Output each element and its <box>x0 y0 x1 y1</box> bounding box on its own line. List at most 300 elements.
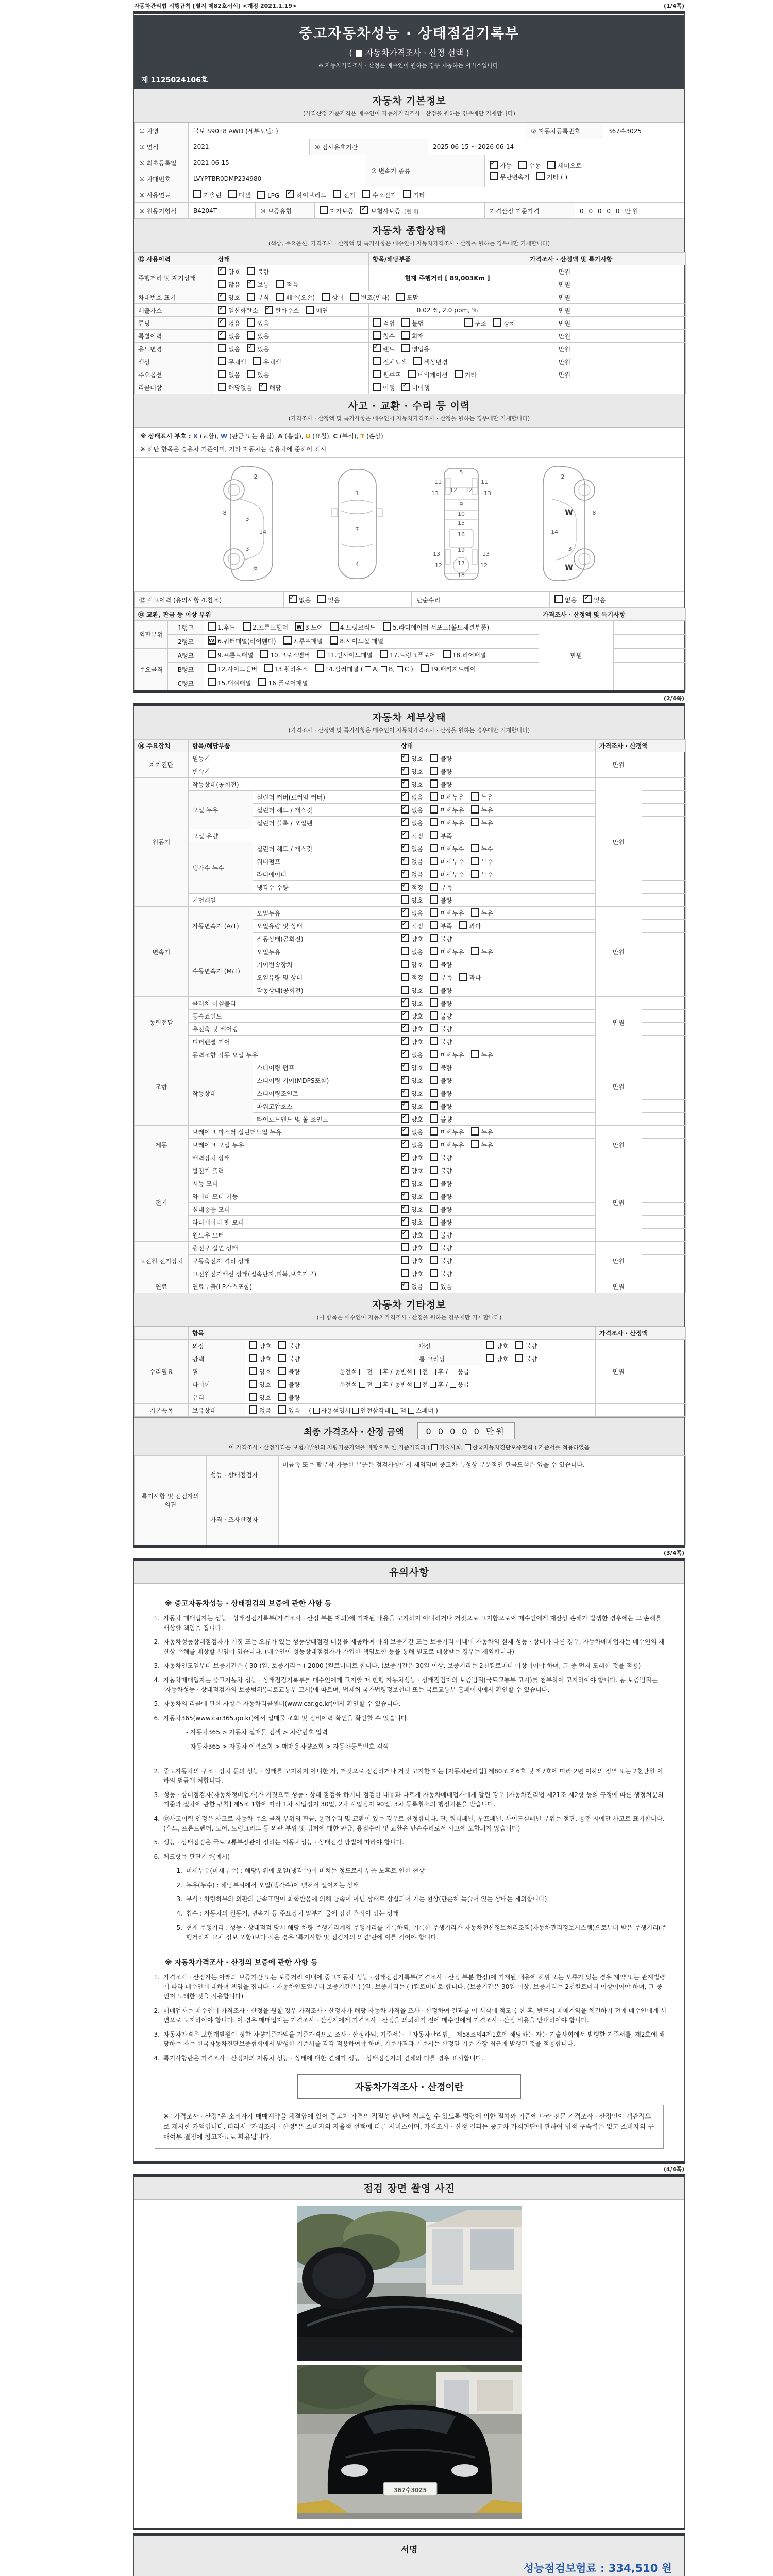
checkbox-option[interactable]: ✓ 없음 <box>401 1129 423 1136</box>
checkbox[interactable] <box>373 331 381 340</box>
checkbox[interactable] <box>471 1140 479 1148</box>
checkbox[interactable] <box>247 318 255 327</box>
checkbox[interactable] <box>380 650 388 658</box>
checkbox-option[interactable]: 불량 <box>430 1193 452 1200</box>
checkbox[interactable] <box>490 172 498 180</box>
checkbox-option[interactable]: ✓ 없음 <box>401 1283 423 1291</box>
checkbox-option[interactable]: ✓ 양호 <box>401 1039 423 1046</box>
checkbox[interactable] <box>401 1101 409 1110</box>
checkbox-option[interactable]: 없음 <box>554 595 577 604</box>
checkbox-option[interactable]: ✓자동 <box>490 162 512 170</box>
checkbox-option[interactable]: 디젤 <box>228 190 250 199</box>
checkbox[interactable] <box>401 857 409 865</box>
checkbox-option[interactable]: 불량 <box>430 1270 452 1278</box>
checkbox[interactable] <box>278 1367 286 1375</box>
checkbox-option[interactable]: 미세누유 <box>430 1129 464 1136</box>
checkbox[interactable] <box>333 190 341 198</box>
checkbox[interactable] <box>430 754 438 762</box>
checkbox[interactable] <box>493 318 501 327</box>
checkbox[interactable] <box>471 1127 479 1136</box>
checkbox-option[interactable]: 미세누수 <box>430 871 464 878</box>
checkbox-option[interactable]: ✓ 있음 <box>583 595 606 604</box>
checkbox-option[interactable]: 미세누유 <box>430 1142 464 1149</box>
checkbox-option[interactable]: 불량 <box>430 1103 452 1110</box>
checkbox-option[interactable]: 미세누수 <box>430 858 464 866</box>
checkbox[interactable] <box>257 191 265 199</box>
checkbox-option[interactable]: 불량 <box>515 1343 537 1350</box>
checkbox[interactable] <box>471 908 479 917</box>
checkbox-option[interactable]: 불량 <box>430 936 452 943</box>
checkbox-option[interactable]: ✓ 양호 <box>401 781 423 788</box>
checkbox-option[interactable]: 불량 <box>430 1039 452 1046</box>
checkbox[interactable] <box>401 331 410 340</box>
checkbox[interactable] <box>401 844 409 852</box>
checkbox[interactable] <box>330 622 339 631</box>
panel-item[interactable]: 9.프론트패널 <box>208 650 253 660</box>
checkbox[interactable] <box>218 318 226 327</box>
checkbox[interactable] <box>430 1230 438 1239</box>
checkbox[interactable] <box>218 344 226 352</box>
checkbox[interactable] <box>249 1341 257 1349</box>
checkbox[interactable] <box>401 1256 409 1264</box>
checkbox[interactable] <box>295 622 304 631</box>
checkbox[interactable] <box>401 960 409 968</box>
checkbox[interactable] <box>218 267 226 275</box>
checkbox-option[interactable]: 기타 ( ) <box>536 174 567 181</box>
checkbox[interactable] <box>330 636 338 645</box>
panel-item[interactable]: 12.사이드멤버 <box>208 664 257 674</box>
checkbox-option[interactable]: 불량 <box>430 1013 452 1020</box>
checkbox-option[interactable]: ✓ 양호 <box>401 1206 423 1213</box>
checkbox-option[interactable]: ✓ 보험사보증 <box>360 206 400 215</box>
checkbox-option[interactable]: 불량 <box>278 1381 300 1388</box>
checkbox[interactable] <box>401 344 410 352</box>
checkbox[interactable] <box>430 1282 438 1290</box>
checkbox-option[interactable]: ✓ 없음 <box>401 820 423 827</box>
panel-item[interactable]: 1.후드 <box>208 622 236 633</box>
checkbox[interactable] <box>401 1230 409 1239</box>
checkbox[interactable] <box>554 595 563 603</box>
checkbox-option[interactable]: 누유 <box>471 1052 493 1059</box>
checkbox[interactable] <box>408 1408 414 1414</box>
checkbox[interactable] <box>401 792 409 801</box>
checkbox[interactable] <box>249 1367 257 1375</box>
checkbox-option[interactable]: 불량 <box>430 755 452 762</box>
checkbox[interactable] <box>430 1050 438 1058</box>
checkbox[interactable] <box>430 1179 438 1187</box>
checkbox[interactable] <box>430 779 438 788</box>
checkbox[interactable] <box>459 973 467 981</box>
checkbox-option[interactable]: ✓ 양호 <box>401 1180 423 1188</box>
checkbox[interactable] <box>218 306 226 314</box>
checkbox-option[interactable]: 있음 <box>430 1283 452 1291</box>
checkbox[interactable] <box>278 1354 286 1362</box>
checkbox[interactable] <box>283 636 292 645</box>
checkbox-option[interactable]: 과다 <box>459 974 481 981</box>
checkbox-option[interactable]: 무채색 <box>218 359 246 366</box>
checkbox-option[interactable]: 불량 <box>430 1116 452 1123</box>
checkbox-option[interactable]: 부족 <box>430 884 452 891</box>
checkbox-option[interactable]: 불량 <box>278 1394 300 1401</box>
checkbox[interactable] <box>486 1341 494 1349</box>
checkbox-option[interactable]: 미세누유 <box>430 1052 464 1059</box>
checkbox[interactable] <box>373 370 381 378</box>
checkbox[interactable] <box>397 666 403 672</box>
checkbox[interactable] <box>430 895 438 904</box>
checkbox[interactable] <box>430 1076 438 1084</box>
checkbox[interactable] <box>431 1444 438 1450</box>
panel-item[interactable]: 14.필러패널 ( A, B, C ) <box>315 664 413 674</box>
checkbox[interactable] <box>443 650 451 658</box>
checkbox[interactable] <box>286 190 294 198</box>
checkbox-option[interactable]: 매연 <box>306 307 328 314</box>
checkbox-option[interactable]: 불량 <box>430 1090 452 1097</box>
checkbox-option[interactable]: ✓ 양호 <box>401 1116 423 1123</box>
checkbox-option[interactable]: 불량 <box>430 1232 452 1239</box>
checkbox[interactable] <box>401 767 409 775</box>
checkbox-option[interactable]: ✓ 양호 <box>401 1219 423 1226</box>
checkbox[interactable] <box>430 1382 436 1388</box>
checkbox-option[interactable]: 있음 <box>317 595 340 604</box>
checkbox-option[interactable]: 없음 <box>401 948 423 956</box>
checkbox[interactable] <box>322 293 330 301</box>
panel-item[interactable]: 13.휠하우스 <box>264 664 308 674</box>
checkbox-option[interactable]: 누유 <box>471 820 493 827</box>
checkbox-option[interactable]: ✓ 없음 <box>401 910 423 917</box>
checkbox[interactable] <box>430 1205 438 1213</box>
checkbox[interactable] <box>401 1050 409 1058</box>
checkbox-option[interactable]: 전체도색 <box>373 359 407 366</box>
checkbox-option[interactable]: ✓ 있음 <box>247 346 269 353</box>
checkbox[interactable] <box>515 1341 523 1349</box>
checkbox-option[interactable]: 미세누유 <box>430 910 464 917</box>
checkbox-option[interactable]: 불량 <box>278 1355 300 1363</box>
checkbox[interactable] <box>430 844 438 852</box>
checkbox[interactable] <box>249 1354 257 1362</box>
checkbox-option[interactable]: ✓ 양호 <box>401 1193 423 1200</box>
checkbox[interactable] <box>253 357 261 365</box>
checkbox[interactable] <box>392 1408 398 1414</box>
checkbox[interactable] <box>430 1243 438 1251</box>
checkbox[interactable] <box>430 1089 438 1097</box>
checkbox[interactable] <box>383 622 391 631</box>
checkbox-option[interactable]: 미세누유 <box>430 794 464 801</box>
checkbox-option[interactable]: 있음 <box>247 320 269 327</box>
checkbox-option[interactable]: 양호 <box>249 1343 271 1350</box>
checkbox-option[interactable]: 미세누유 <box>430 807 464 814</box>
checkbox[interactable] <box>373 344 381 352</box>
checkbox[interactable] <box>490 161 498 169</box>
panel-item[interactable]: 16.플로어패널 <box>258 678 308 688</box>
panel-item[interactable]: 10.크로스멤버 <box>260 650 310 660</box>
checkbox[interactable] <box>401 908 409 917</box>
checkbox[interactable] <box>265 306 273 314</box>
checkbox-option[interactable]: 양호 <box>249 1381 271 1388</box>
checkbox[interactable] <box>401 818 409 826</box>
checkbox-option[interactable]: 누수 <box>471 845 493 853</box>
checkbox-option[interactable]: ✓ 없음 <box>401 1142 423 1149</box>
checkbox-option[interactable]: 기타 <box>455 371 477 379</box>
checkbox[interactable] <box>583 595 592 603</box>
checkbox-option[interactable]: ✓ 일산화탄소 <box>218 307 258 314</box>
checkbox-option[interactable]: 많음 <box>218 281 240 289</box>
checkbox-option[interactable]: 미세누수 <box>430 845 464 853</box>
checkbox[interactable] <box>430 1256 438 1264</box>
checkbox-option[interactable]: ✓ 렌트 <box>373 346 395 353</box>
checkbox[interactable] <box>430 998 438 1007</box>
checkbox-option[interactable]: ✓ 양호 <box>401 1155 423 1162</box>
checkbox-option[interactable]: 누유 <box>471 1129 493 1136</box>
checkbox-option[interactable]: 부족 <box>430 974 452 981</box>
checkbox[interactable] <box>401 1166 409 1174</box>
checkbox-option[interactable]: 자가보증 <box>320 206 354 215</box>
checkbox[interactable] <box>264 664 273 672</box>
checkbox[interactable] <box>450 1382 456 1388</box>
panel-item[interactable]: 5.라디에이터 서포트(볼트체결부품) <box>383 622 489 633</box>
checkbox-option[interactable]: ✓ 없음 <box>401 858 423 866</box>
checkbox[interactable] <box>450 1369 456 1375</box>
checkbox[interactable] <box>414 1369 421 1375</box>
checkbox-option[interactable]: 양호 <box>249 1355 271 1363</box>
checkbox[interactable] <box>218 331 226 340</box>
checkbox[interactable] <box>317 595 326 603</box>
checkbox-option[interactable]: ✓ 없음 <box>401 807 423 814</box>
checkbox[interactable] <box>193 190 201 198</box>
checkbox-option[interactable]: 양호 <box>401 1245 423 1252</box>
checkbox[interactable] <box>430 870 438 878</box>
checkbox[interactable] <box>401 1063 409 1071</box>
checkbox-option[interactable]: ✓ 양호 <box>401 1064 423 1072</box>
checkbox[interactable] <box>401 1037 409 1045</box>
checkbox[interactable] <box>430 1037 438 1045</box>
checkbox-option[interactable]: 불량 <box>430 781 452 788</box>
checkbox[interactable] <box>208 678 216 686</box>
checkbox[interactable] <box>247 331 255 340</box>
checkbox-option[interactable]: 불량 <box>515 1355 537 1363</box>
checkbox[interactable] <box>401 1192 409 1200</box>
checkbox[interactable] <box>247 370 255 378</box>
checkbox-option[interactable]: 양호 <box>401 897 423 904</box>
checkbox-option[interactable]: 네비게이션 <box>408 371 448 379</box>
checkbox[interactable] <box>306 306 314 314</box>
checkbox-option[interactable]: 부족 <box>430 833 452 840</box>
checkbox-option[interactable]: 양호 <box>249 1394 271 1401</box>
checkbox[interactable] <box>430 1127 438 1136</box>
checkbox-option[interactable]: ✓ 보통 <box>247 281 269 289</box>
panel-item[interactable]: 11.인사이드패널 <box>317 650 373 660</box>
checkbox-option[interactable]: ✓ 하이브리드 <box>286 190 326 199</box>
panel-item[interactable]: 7.루프패널 <box>283 636 323 647</box>
checkbox-option[interactable]: ✓ 적정 <box>401 884 423 891</box>
checkbox[interactable] <box>430 805 438 814</box>
checkbox[interactable] <box>401 318 410 327</box>
checkbox-option[interactable]: 도말 <box>396 294 418 301</box>
checkbox-option[interactable]: ✓ 없음 <box>401 845 423 853</box>
checkbox[interactable] <box>228 190 237 198</box>
checkbox[interactable] <box>536 172 545 180</box>
checkbox[interactable] <box>247 280 255 288</box>
checkbox[interactable] <box>430 1114 438 1123</box>
checkbox-option[interactable]: ✓ 해당 <box>259 384 281 392</box>
checkbox[interactable] <box>408 370 416 378</box>
checkbox[interactable] <box>471 818 479 826</box>
checkbox[interactable] <box>471 947 479 955</box>
checkbox[interactable] <box>401 1179 409 1187</box>
checkbox-option[interactable]: ✓ 양호 <box>401 1090 423 1097</box>
checkbox[interactable] <box>373 318 381 327</box>
checkbox[interactable] <box>249 1380 257 1388</box>
checkbox[interactable] <box>471 844 479 852</box>
checkbox-option[interactable]: 불량 <box>430 1180 452 1188</box>
checkbox[interactable] <box>249 1393 257 1401</box>
checkbox-option[interactable]: 무단변속기 <box>490 174 530 181</box>
checkbox-option[interactable]: ✓ 양호 <box>401 1026 423 1033</box>
checkbox[interactable] <box>421 664 429 672</box>
checkbox[interactable] <box>401 1205 409 1213</box>
checkbox[interactable] <box>320 206 328 214</box>
checkbox[interactable] <box>430 1153 438 1161</box>
checkbox[interactable] <box>401 973 409 981</box>
checkbox[interactable] <box>373 383 381 391</box>
panel-item[interactable]: 18.리어패널 <box>443 650 486 660</box>
checkbox-option[interactable]: 있음 <box>278 1407 300 1414</box>
checkbox[interactable] <box>289 595 297 603</box>
checkbox-option[interactable]: 불법 <box>401 320 424 327</box>
checkbox[interactable] <box>401 870 409 878</box>
checkbox[interactable] <box>430 857 438 865</box>
checkbox-option[interactable]: 불량 <box>430 1064 452 1072</box>
checkbox[interactable] <box>278 1380 286 1388</box>
checkbox[interactable] <box>218 383 226 391</box>
checkbox[interactable] <box>208 622 216 631</box>
checkbox[interactable] <box>401 1024 409 1032</box>
checkbox-option[interactable]: LPG <box>257 191 279 199</box>
checkbox[interactable] <box>401 1269 409 1277</box>
checkbox[interactable] <box>247 344 255 352</box>
checkbox-option[interactable]: 훼손(오손) <box>276 294 315 301</box>
checkbox-option[interactable]: 적법 <box>373 320 395 327</box>
checkbox-option[interactable]: 양호 <box>486 1343 508 1350</box>
checkbox-option[interactable]: 불량 <box>430 961 452 969</box>
checkbox-option[interactable]: 누유 <box>471 910 493 917</box>
checkbox[interactable] <box>401 986 409 994</box>
checkbox[interactable] <box>401 754 409 762</box>
checkbox-option[interactable]: ✓ 양호 <box>401 768 423 775</box>
checkbox[interactable] <box>403 190 411 198</box>
checkbox[interactable] <box>430 960 438 968</box>
checkbox[interactable] <box>278 1341 286 1349</box>
checkbox[interactable] <box>430 1166 438 1174</box>
checkbox[interactable] <box>362 190 370 198</box>
checkbox-option[interactable]: 해당없음 <box>218 384 252 392</box>
checkbox-option[interactable]: 적음 <box>276 281 298 289</box>
panel-item[interactable]: W 3.도어 <box>295 622 323 633</box>
checkbox-option[interactable]: 없음 <box>249 1407 271 1414</box>
checkbox[interactable] <box>247 267 255 275</box>
checkbox-option[interactable]: 유채색 <box>253 359 281 366</box>
checkbox[interactable] <box>401 1089 409 1097</box>
checkbox-option[interactable]: 양호 <box>401 987 423 994</box>
checkbox-option[interactable]: 없음 <box>218 346 240 353</box>
checkbox[interactable] <box>350 293 359 301</box>
checkbox-option[interactable]: 불량 <box>247 268 269 276</box>
checkbox[interactable] <box>401 779 409 788</box>
checkbox-option[interactable]: 영업용 <box>401 346 430 353</box>
checkbox-option[interactable]: 색상변경 <box>413 359 447 366</box>
checkbox-option[interactable]: 썬루프 <box>373 371 401 379</box>
checkbox-option[interactable]: ✓ 양호 <box>401 755 423 762</box>
checkbox[interactable] <box>278 1405 286 1414</box>
checkbox[interactable] <box>401 934 409 942</box>
checkbox-option[interactable]: 누유 <box>471 948 493 956</box>
checkbox-option[interactable]: ✓ 없음 <box>401 794 423 801</box>
checkbox-option[interactable]: 누유 <box>471 794 493 801</box>
panel-item[interactable]: W 6.쿼터패널(리어휀다) <box>208 636 276 647</box>
checkbox[interactable] <box>401 831 409 839</box>
checkbox-option[interactable]: 불량 <box>278 1343 300 1350</box>
checkbox[interactable] <box>401 1243 409 1251</box>
checkbox-option[interactable]: ✓ 탄화수소 <box>265 307 299 314</box>
checkbox-option[interactable]: 세미오토 <box>547 162 581 170</box>
checkbox-option[interactable]: ✓양호 <box>218 268 240 276</box>
checkbox[interactable] <box>401 895 409 904</box>
checkbox[interactable] <box>459 921 467 929</box>
checkbox-option[interactable]: ✓ 미이행 <box>401 384 430 392</box>
checkbox-option[interactable]: 누유 <box>471 807 493 814</box>
checkbox-option[interactable]: 양호 <box>401 1270 423 1278</box>
checkbox-option[interactable]: 있음 <box>247 371 269 379</box>
checkbox[interactable] <box>401 1140 409 1148</box>
checkbox-option[interactable]: 불량 <box>430 1206 452 1213</box>
checkbox-option[interactable]: 기타 <box>403 190 425 199</box>
checkbox[interactable] <box>401 1217 409 1226</box>
checkbox[interactable] <box>430 818 438 826</box>
checkbox[interactable] <box>401 1153 409 1161</box>
checkbox-option[interactable]: ✓ 양호 <box>401 1077 423 1084</box>
checkbox[interactable] <box>401 805 409 814</box>
checkbox[interactable] <box>430 908 438 917</box>
checkbox[interactable] <box>518 161 527 169</box>
checkbox[interactable] <box>278 1393 286 1401</box>
checkbox[interactable] <box>259 383 267 391</box>
checkbox-option[interactable]: 양호 <box>249 1368 271 1376</box>
checkbox[interactable] <box>430 1140 438 1148</box>
checkbox[interactable] <box>401 1127 409 1136</box>
checkbox[interactable] <box>249 1405 257 1414</box>
checkbox[interactable] <box>430 1011 438 1020</box>
checkbox[interactable] <box>276 293 284 301</box>
checkbox-option[interactable]: ✓ 없음 <box>218 320 240 327</box>
checkbox-option[interactable]: ✓ 없음 <box>401 1052 423 1059</box>
checkbox[interactable] <box>218 280 226 288</box>
checkbox[interactable] <box>401 1076 409 1084</box>
checkbox-option[interactable]: 불량 <box>430 1026 452 1033</box>
checkbox[interactable] <box>465 1444 471 1450</box>
checkbox[interactable] <box>401 947 409 955</box>
checkbox-option[interactable]: 변조(변타) <box>350 294 390 301</box>
checkbox[interactable] <box>455 370 463 378</box>
checkbox[interactable] <box>401 1282 409 1290</box>
checkbox[interactable] <box>243 622 251 631</box>
checkbox-option[interactable]: 미세누유 <box>430 948 464 956</box>
checkbox[interactable] <box>430 1192 438 1200</box>
checkbox-option[interactable]: 있음 <box>247 333 269 340</box>
checkbox[interactable] <box>414 1382 421 1388</box>
checkbox-option[interactable]: ✓ 없음 <box>218 333 240 340</box>
checkbox[interactable] <box>359 1369 365 1375</box>
checkbox[interactable] <box>375 1382 381 1388</box>
checkbox-option[interactable]: ✓ 양호 <box>401 936 423 943</box>
